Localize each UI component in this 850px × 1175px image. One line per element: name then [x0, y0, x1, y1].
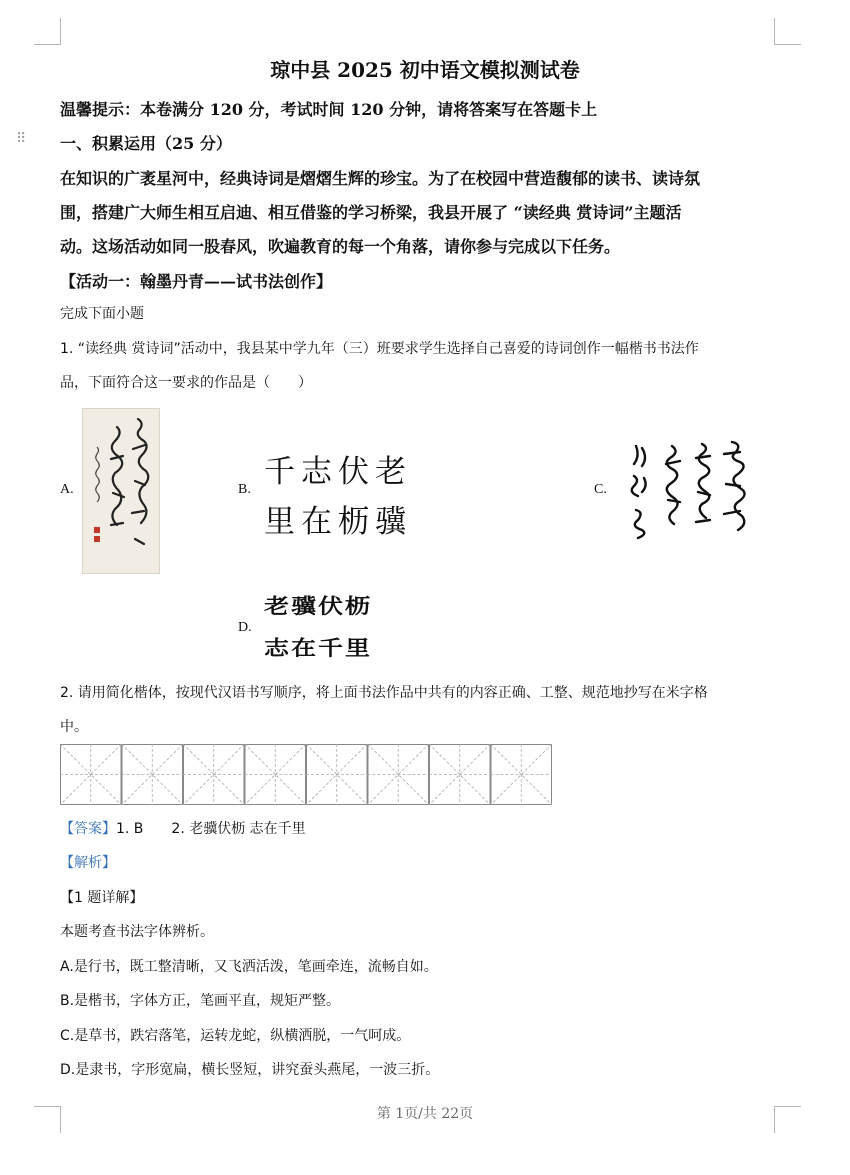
section-heading: 一、积累运用（25 分）	[60, 134, 232, 153]
crop-mark-top-left	[34, 18, 61, 45]
answer-text: 1. B 2. 老骥伏枥 志在千里	[116, 821, 306, 837]
analysis-line: B.是楷书，字体方正，笔画平直，规矩严整。	[60, 993, 341, 1009]
option-d-label: D.	[238, 620, 252, 635]
grid-cell[interactable]	[491, 744, 553, 805]
option-d-line2: 志在千里	[264, 636, 373, 660]
option-a-calligraphy-image	[82, 408, 160, 574]
activity-title: 【活动一：翰墨丹青——试书法创作】	[60, 272, 333, 291]
analysis-subtitle: 【1 题详解】	[60, 890, 144, 906]
option-d-line1: 老骥伏枥	[264, 594, 373, 618]
option-b-label: B.	[238, 482, 251, 497]
analysis-line: A.是行书，既工整清晰，又飞洒活泼，笔画牵连，流畅自如。	[60, 959, 438, 975]
drag-handle-icon[interactable]: ⠿	[16, 131, 25, 147]
analysis-tag: 【解析】	[60, 855, 116, 871]
answer-tag: 【答案】	[60, 821, 116, 837]
grid-cell[interactable]	[368, 744, 430, 805]
option-c-label: C.	[594, 482, 607, 497]
intro-line: 围，搭建广大师生相互启迪、相互借鉴的学习桥梁，我县开展了 “读经典 赏诗词”主题活	[60, 203, 682, 222]
exam-notice: 温馨提示：本卷满分 120 分，考试时间 120 分钟，请将答案写在答题卡上	[60, 100, 598, 119]
intro-line: 在知识的广袤星河中，经典诗词是熠熠生辉的珍宝。为了在校园中营造馥郁的读书、读诗氛	[60, 169, 701, 188]
question2-text: 2. 请用简化楷体，按现代汉语书写顺序，将上面书法作品中共有的内容正确、工整、规范地抄写在米字格	[60, 685, 708, 701]
option-c-calligraphy-image	[620, 434, 750, 544]
crop-mark-top-right	[774, 18, 801, 45]
grid-cell[interactable]	[60, 744, 122, 805]
grid-cell[interactable]	[306, 744, 368, 805]
intro-line: 动。这场活动如同一股春风，吹遍教育的每一个角落，请你参与完成以下任务。	[60, 237, 621, 256]
question1-text: 1. “读经典 赏诗词”活动中，我县某中学九年（三）班要求学生选择自己喜爱的诗词创作一幅楷书书法作	[60, 341, 699, 357]
answer-line	[60, 818, 306, 838]
writing-grid[interactable]	[60, 744, 552, 805]
option-a-label: A.	[60, 482, 74, 497]
question2-text: 中。	[60, 719, 88, 735]
grid-cell[interactable]	[183, 744, 245, 805]
question1-text: 品，下面符合这一要求的作品是（ ）	[60, 375, 312, 391]
analysis-line: 本题考查书法字体辨析。	[60, 924, 214, 940]
page-number: 第 1页/共 22页	[376, 1106, 474, 1122]
grid-cell[interactable]	[245, 744, 307, 805]
grid-cell[interactable]	[122, 744, 184, 805]
page-title: 琼中县 2025 初中语文模拟测试卷	[270, 58, 580, 82]
option-b-line2: 里在枥骥	[264, 504, 412, 540]
analysis-line: D.是隶书，字形宽扁，横长竖短，讲究蚕头燕尾，一波三折。	[60, 1062, 440, 1078]
analysis-line: C.是草书，跌宕落笔，运转龙蛇，纵横洒脱，一气呵成。	[60, 1028, 411, 1044]
grid-cell[interactable]	[429, 744, 491, 805]
instruction-text: 完成下面小题	[60, 306, 144, 322]
option-b-line1: 千志伏老	[264, 454, 412, 490]
